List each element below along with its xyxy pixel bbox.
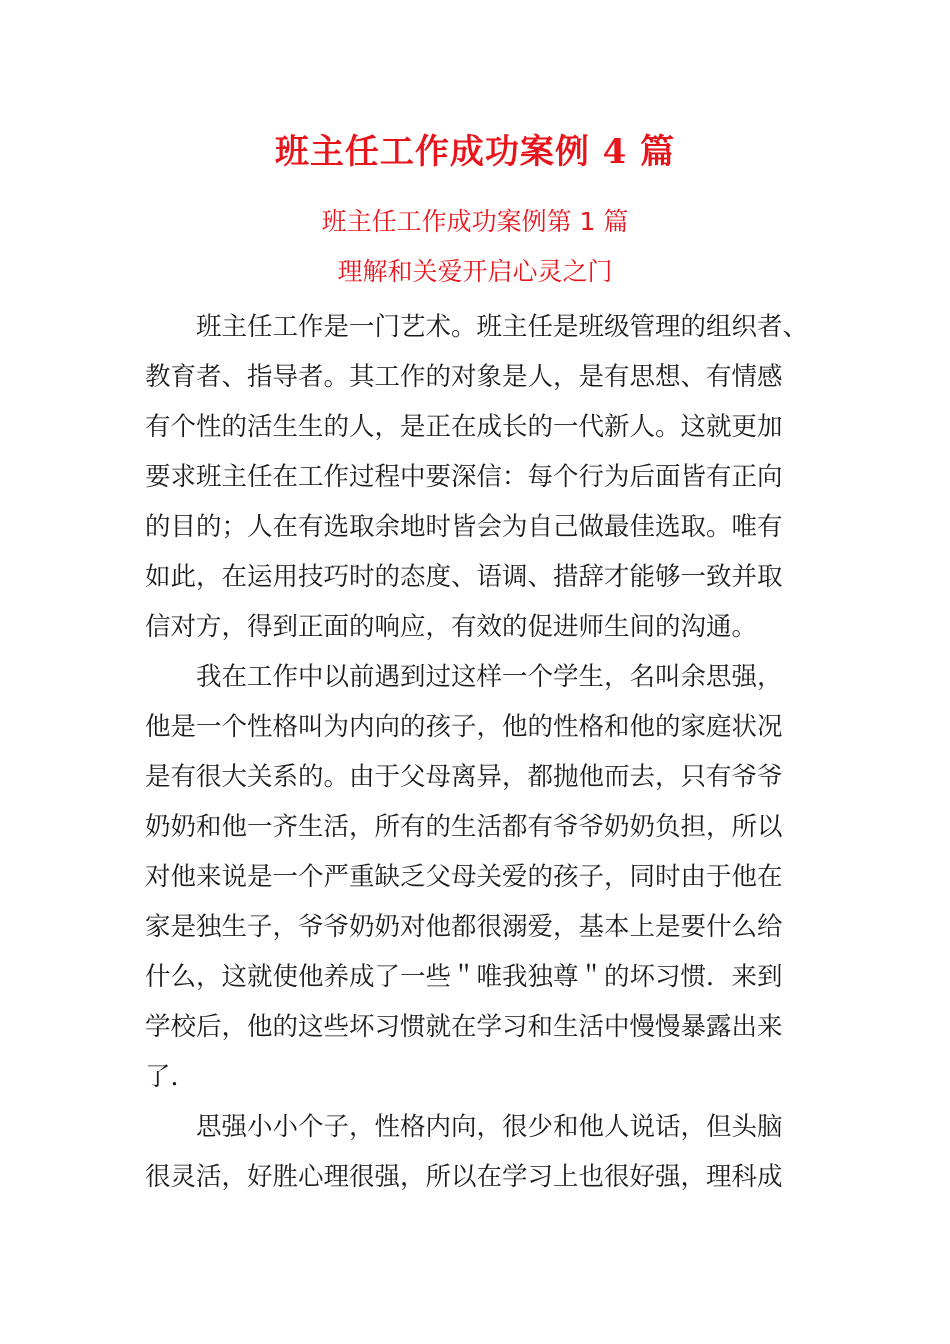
text-line: 很灵活，好胜心理很强，所以在学习上也很好强，理科成 [145, 1162, 783, 1192]
paragraph-1 [145, 302, 825, 652]
paragraph-3 [145, 1102, 825, 1202]
text-line: 家是独生子，爷爷奶奶对他都很溺爱，基本上是要什么给 [145, 912, 783, 942]
text-line: 有个性的活生生的人，是正在成长的一代新人。这就更加 [145, 412, 783, 442]
text-line: 班主任工作是一门艺术。班主任是班级管理的组织者、 [196, 312, 809, 342]
text-line: 我在工作中以前遇到过这样一个学生，名叫余思强， [196, 662, 783, 692]
text-line: 信对方，得到正面的响应，有效的促进师生间的沟通。 [145, 612, 758, 642]
text-line: 奶奶和他一齐生活，所有的生活都有爷爷奶奶负担，所以 [145, 812, 783, 842]
paragraph-2 [145, 652, 825, 1102]
text-line: 学校后，他的这些坏习惯就在学习和生活中慢慢暴露出来 [145, 1012, 783, 1042]
text-line: 是有很大关系的。由于父母离异，都抛他而去，只有爷爷 [145, 762, 783, 792]
section-subtitle: 理解和关爱开启心灵之门 [337, 257, 613, 286]
document-body [145, 302, 825, 1202]
text-line: 教育者、指导者。其工作的对象是人，是有思想、有情感 [145, 362, 783, 392]
text-line: 要求班主任在工作过程中要深信：每个行为后面皆有正向 [145, 462, 783, 492]
text-line: 什么，这就使他养成了一些＂唯我独尊＂的坏习惯．来到 [145, 962, 783, 992]
text-line: 他是一个性格叫为内向的孩子，他的性格和他的家庭状况 [145, 712, 783, 742]
text-line: 对他来说是一个严重缺乏父母关爱的孩子，同时由于他在 [145, 862, 783, 892]
text-line: 如此，在运用技巧时的态度、语调、措辞才能够一致并取 [145, 562, 783, 592]
text-line: 思强小小个子，性格内向，很少和他人说话，但头脑 [196, 1112, 783, 1142]
document-title: 班主任工作成功案例 4 篇 [274, 132, 676, 172]
text-line: 的目的；人在有选取余地时皆会为自己做最佳选取。唯有 [145, 512, 783, 542]
section-title: 班主任工作成功案例第 1 篇 [321, 207, 629, 236]
text-line: 了． [145, 1062, 197, 1092]
